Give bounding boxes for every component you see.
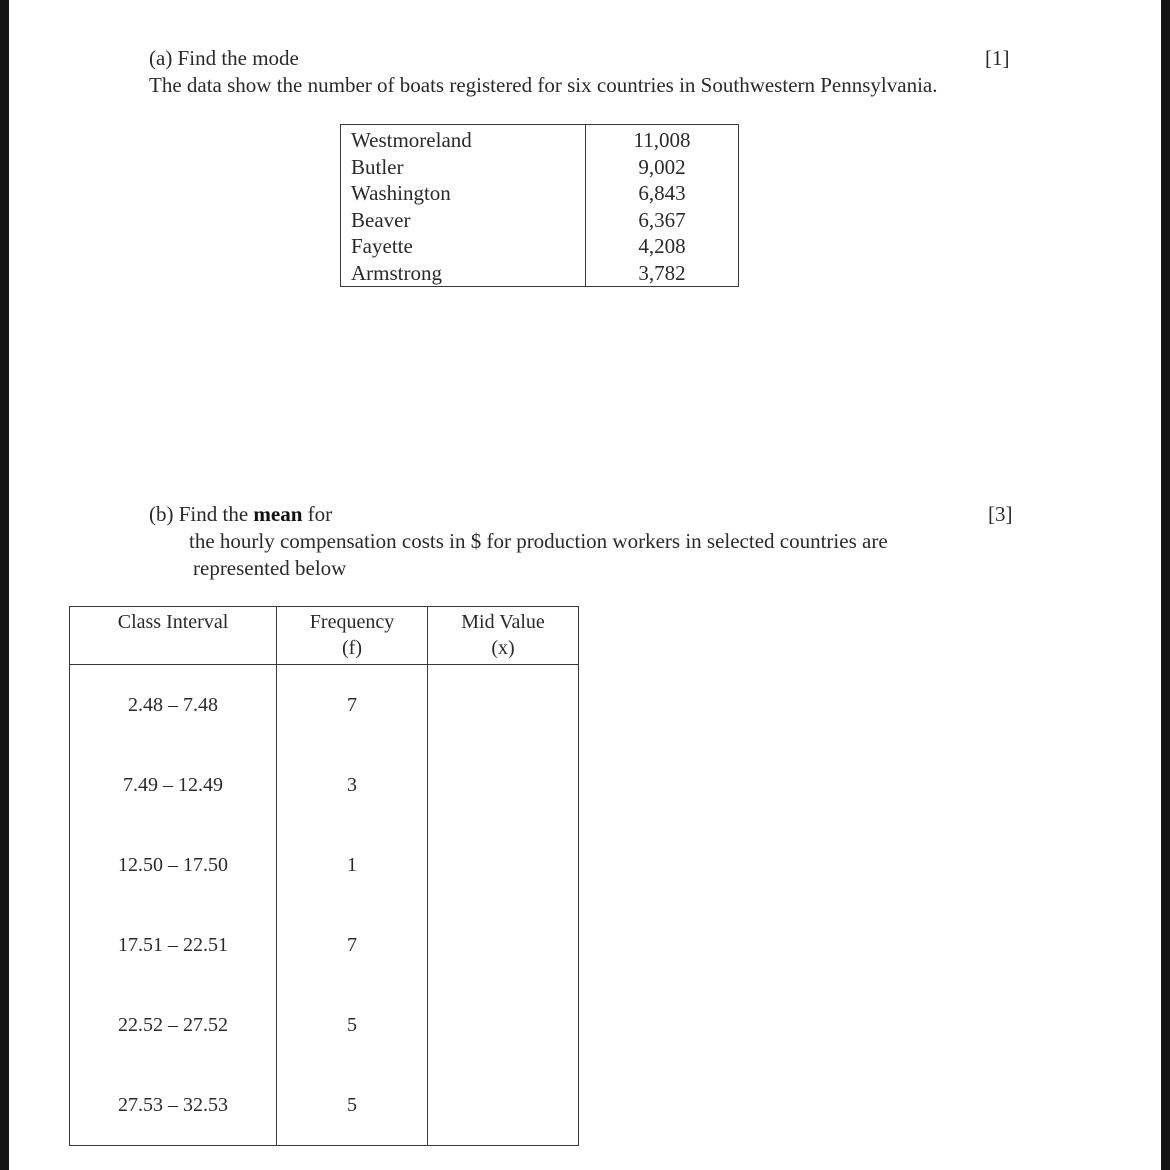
frequency-cell: 3 [277, 745, 428, 825]
question-b-label [149, 501, 332, 527]
question-a-label: (a) Find the mode [149, 46, 299, 70]
county-name: Westmoreland [351, 128, 472, 152]
mid-value-cell[interactable] [428, 905, 579, 985]
frequency-table-header [70, 607, 579, 665]
question-b-label-prefix: (b) Find the [149, 502, 254, 526]
county-name: Armstrong [351, 260, 442, 285]
class-interval-cell: 12.50 – 17.50 [70, 825, 277, 905]
class-interval-cell: 22.52 – 27.52 [70, 985, 277, 1065]
frequency-table [69, 606, 579, 1146]
class-interval-cell: 7.49 – 12.49 [70, 745, 277, 825]
table-row [70, 985, 579, 1065]
question-a-intro: The data show the number of boats registered for six countries in Southwestern Pennsylvania. [149, 73, 938, 97]
mid-value-cell[interactable] [428, 745, 579, 825]
header-class-interval [70, 607, 277, 665]
frequency-cell: 1 [277, 825, 428, 905]
boats-value: 9,002 [638, 154, 686, 179]
question-b-label-bold: mean [253, 502, 303, 526]
question-b-intro-line1: the hourly compensation costs in $ for production workers in selected countries are [189, 529, 888, 553]
left-border-edge [0, 0, 9, 1170]
boats-column [586, 125, 738, 286]
table-row [70, 665, 579, 746]
question-a-marks: [1] [985, 46, 1010, 70]
table-row [70, 745, 579, 825]
county-name: Fayette [351, 234, 413, 258]
mid-value-cell[interactable] [428, 665, 579, 746]
boats-value: 3,782 [638, 260, 686, 285]
class-interval-cell: 27.53 – 32.53 [70, 1065, 277, 1146]
question-b-intro-line2: represented below [193, 556, 347, 580]
county-name: Beaver [351, 207, 411, 232]
county-column [341, 125, 586, 286]
boats-value: 6,367 [638, 207, 686, 232]
header-frequency-label: Frequency [309, 611, 395, 633]
boats-value: 6,843 [638, 181, 686, 205]
frequency-cell: 7 [277, 665, 428, 746]
header-mid-value-symbol: (x) [491, 637, 515, 659]
mid-value-cell[interactable] [428, 825, 579, 905]
county-name: Washington [351, 181, 451, 205]
header-class-interval-label: Class Interval [117, 611, 229, 633]
header-frequency [277, 607, 428, 665]
boats-table [340, 124, 739, 287]
table-row [70, 905, 579, 985]
header-frequency-symbol: (f) [342, 637, 362, 659]
header-mid-value-label: Mid Value [461, 611, 545, 633]
boats-value: 11,008 [633, 128, 691, 152]
boats-value: 4,208 [638, 234, 686, 258]
class-interval-cell: 2.48 – 7.48 [70, 665, 277, 746]
mid-value-cell[interactable] [428, 985, 579, 1065]
header-mid-value [428, 607, 579, 665]
table-row [70, 825, 579, 905]
mid-value-cell[interactable] [428, 1065, 579, 1146]
frequency-cell: 5 [277, 1065, 428, 1146]
county-name: Butler [351, 154, 404, 179]
right-border-edge [1161, 0, 1170, 1170]
frequency-cell: 5 [277, 985, 428, 1065]
question-b-marks: [3] [988, 502, 1013, 526]
table-row [70, 1065, 579, 1146]
class-interval-cell: 17.51 – 22.51 [70, 905, 277, 985]
frequency-cell: 7 [277, 905, 428, 985]
question-b-label-suffix: for [302, 502, 333, 526]
